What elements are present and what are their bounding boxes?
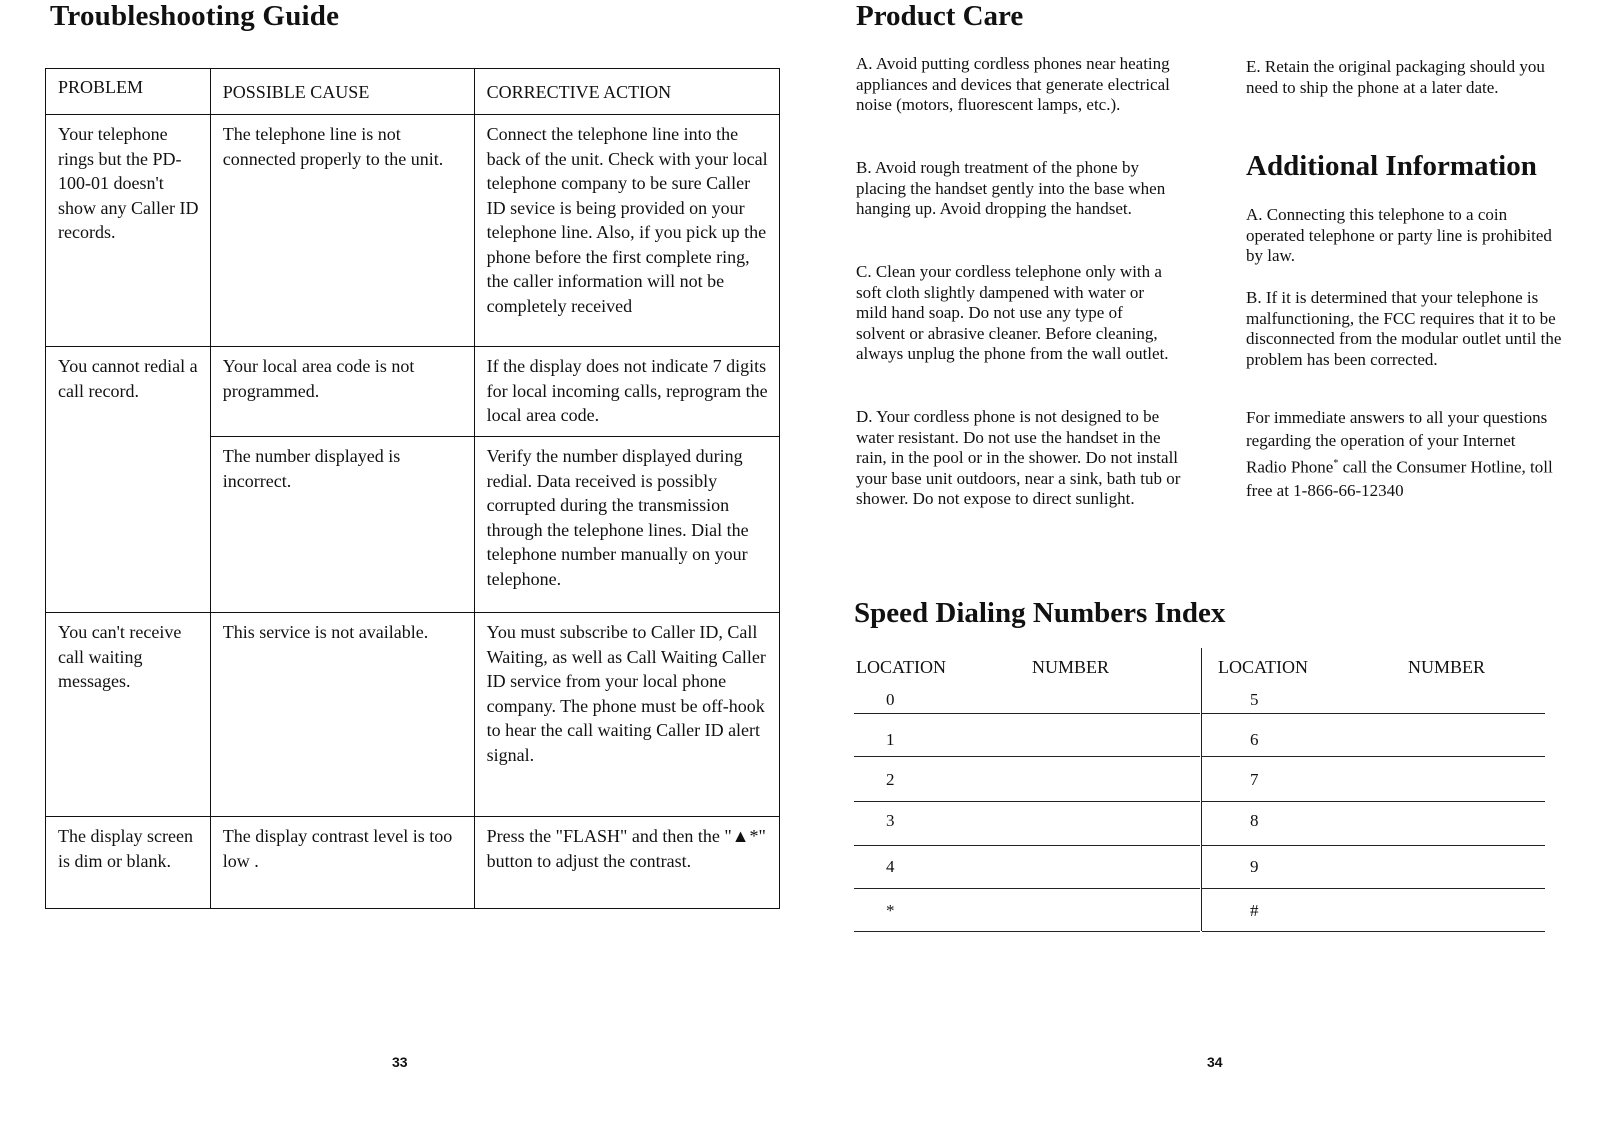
speed-dial-location: 0: [886, 690, 895, 709]
speed-dial-location: *: [886, 901, 895, 920]
speed-dial-rule: [1202, 888, 1545, 889]
speed-dial-location: 2: [886, 770, 895, 789]
speed-dial-rule: [854, 845, 1200, 846]
speed-dial-location: 1: [886, 730, 895, 749]
troubleshooting-table: [45, 68, 780, 909]
troubleshooting-title: Troubleshooting Guide: [50, 0, 340, 32]
care-item-a: A. Avoid putting cordless phones near heating appliances and devices that generate electrical noise (motors, fluorescent lamps, etc.).: [856, 54, 1170, 114]
speed-dial-location: #: [1250, 901, 1259, 920]
speed-dial-rule: [854, 931, 1200, 932]
problem-cell: You cannot redial a call record.: [46, 347, 211, 613]
page-number-left: 33: [392, 1054, 408, 1070]
speed-dial-header-number-right: NUMBER: [1408, 657, 1486, 677]
speed-dial-rule: [1202, 801, 1545, 802]
speed-dial-rule: [1202, 845, 1545, 846]
header-cause: POSSIBLE CAUSE: [210, 69, 474, 115]
cause-cell: The telephone line is not connected properly to the unit.: [210, 115, 474, 347]
speed-dial-header-location-left: LOCATION: [856, 657, 946, 677]
speed-dial-location: 5: [1250, 690, 1259, 709]
speed-dial-rule: [1202, 713, 1545, 714]
product-care-title: Product Care: [856, 0, 1024, 32]
speed-dial-location: 6: [1250, 730, 1259, 749]
speed-dial-location: 9: [1250, 857, 1259, 876]
page-33: [0, 0, 806, 1138]
superscript-mark: *: [1333, 458, 1339, 469]
cause-cell: Your local area code is not programmed.: [210, 347, 474, 437]
speed-dial-rule: [854, 756, 1200, 757]
speed-dial-rule: [1202, 756, 1545, 757]
speed-dial-title: Speed Dialing Numbers Index: [854, 597, 1226, 629]
cause-cell: This service is not available.: [210, 613, 474, 817]
care-item-e: E. Retain the original packaging should you need to ship the phone at a later date.: [1246, 57, 1545, 97]
additional-info-title: Additional Information: [1246, 150, 1537, 182]
speed-dial-location: 7: [1250, 770, 1259, 789]
table-row: [46, 817, 780, 909]
hotline-number: call the Consumer Hotline, toll free at 1-866-66-12340: [1246, 457, 1553, 500]
page-number-right: 34: [1207, 1054, 1223, 1070]
problem-cell: The display screen is dim or blank.: [46, 817, 211, 909]
action-cell: You must subscribe to Caller ID, Call Waiting, as well as Call Waiting Caller ID service from your local phone company. The phone must be off-hook to hear the call waiting Caller ID alert signal.: [474, 613, 779, 817]
speed-dial-location: 8: [1250, 811, 1259, 830]
cause-cell: The number displayed is incorrect.: [210, 437, 474, 613]
speed-dial-header-number-left: NUMBER: [1032, 657, 1110, 677]
problem-cell: You can't receive call waiting messages.: [46, 613, 211, 817]
table-row: [46, 115, 780, 347]
speed-dial-rule: [854, 888, 1200, 889]
action-cell: Verify the number displayed during redial. Data received is possibly corrupted during the transmission through the telephone lines. Dial the telephone number manually on your telephone.: [474, 437, 779, 613]
action-cell: Press the "FLASH" and then the "▲*" button to adjust the contrast.: [474, 817, 779, 909]
care-item-b: B. Avoid rough treatment of the phone by placing the handset gently into the base when hanging up. Avoid dropping the handset.: [856, 158, 1166, 218]
info-hotline: [1246, 406, 1556, 502]
care-item-d: D. Your cordless phone is not designed to be water resistant. Do not use the handset in the rain, in the pool or in the shower. Do not install your base unit outdoors, near a sink, bath tub or shower. Do not expose to direct sunlight.: [856, 407, 1181, 508]
speed-dial-rule: [854, 801, 1200, 802]
table-header-row: [46, 69, 780, 115]
table-row: [46, 613, 780, 817]
speed-dial-location: 3: [886, 811, 895, 830]
header-action: CORRECTIVE ACTION: [474, 69, 779, 115]
action-cell: Connect the telephone line into the back of the unit. Check with your local telephone company to be sure Caller ID sevice is being provided on your telephone line. Also, if you pick up the phone before the first complete ring, the caller information will not be completely received: [474, 115, 779, 347]
action-cell: If the display does not indicate 7 digits for local incoming calls, reprogram the local area code.: [474, 347, 779, 437]
speed-dial-header-location-right: LOCATION: [1218, 657, 1308, 677]
speed-dial-rule: [1202, 931, 1545, 932]
info-item-a: A. Connecting this telephone to a coin operated telephone or party line is prohibited by law.: [1246, 205, 1552, 265]
speed-dial-location: 4: [886, 857, 895, 876]
hotline-text: For immediate answers to all your questions regarding the operation of your Internet Radio Phone: [1246, 408, 1548, 477]
info-item-b: B. If it is determined that your telephone is malfunctioning, the FCC requires that it to be disconnected from the modular outlet until the problem has been corrected.: [1246, 288, 1562, 369]
table-row: [46, 347, 780, 437]
speed-dial-rule: [854, 713, 1200, 714]
care-item-c: C. Clean your cordless telephone only with a soft cloth slightly dampened with water or mild hand soap. Do not use any type of solvent or abrasive cleaner. Before cleaning, always unplug the phone from the wall outlet.: [856, 262, 1169, 363]
problem-cell: Your telephone rings but the PD-100-01 doesn't show any Caller ID records.: [46, 115, 211, 347]
header-problem: PROBLEM: [46, 69, 211, 115]
cause-cell: The display contrast level is too low .: [210, 817, 474, 909]
